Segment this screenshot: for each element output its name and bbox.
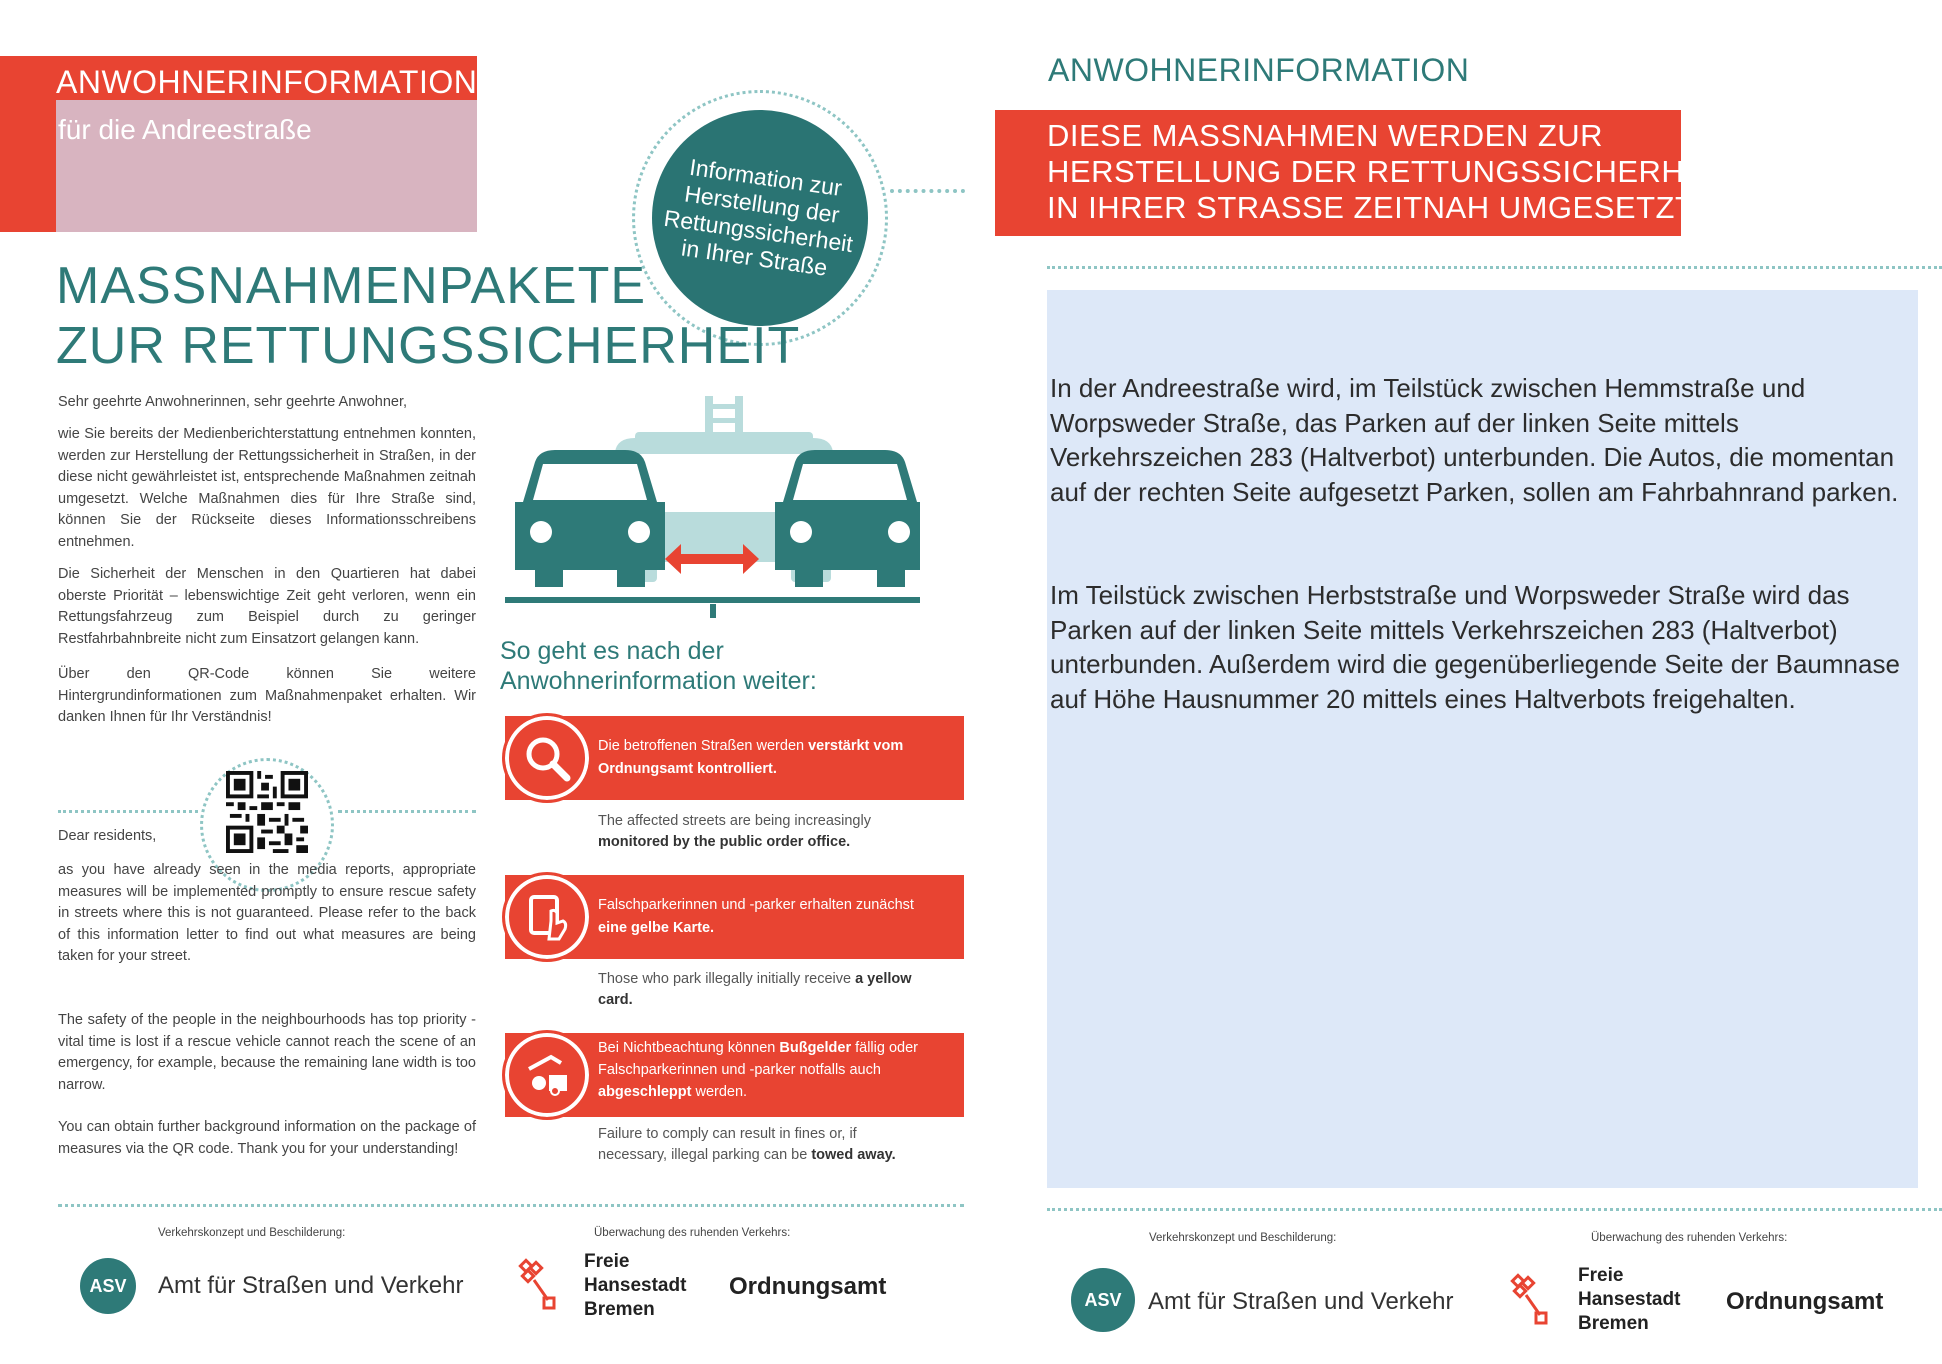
dotted-divider	[1047, 266, 1942, 269]
right-page-title: ANWOHNERINFORMATION	[1048, 52, 1470, 88]
badge-text: Information zur Herstellung der Rettungssicherheit in Ihrer Straße	[662, 153, 855, 281]
steps-heading	[500, 636, 817, 696]
asv-logo: ASV	[1071, 1268, 1135, 1332]
dotted-divider	[890, 189, 965, 193]
right-banner-text: DIESE MASSNAHMEN WERDEN ZUR HERSTELLUNG DER RETTUNGSSICHERHEIT IN IHRER STRASSE ZEITNAH UMGESETZT:	[1047, 118, 1735, 225]
footer-caption-left: Verkehrskonzept und Beschilderung:	[158, 1227, 346, 1239]
ordnungsamt-label: Ordnungsamt	[1726, 1288, 1884, 1315]
bremen-key-icon	[1508, 1270, 1554, 1332]
tow-truck-icon	[505, 1033, 589, 1117]
paragraph-en-1: as you have already seen in the media reports, appropriate measures will be implemented promptly to ensure rescue safety in streets where this is not guaranteed. Please refer to the back of this information letter to find out what measures are being taken for your street.	[58, 862, 476, 964]
measures-paragraph-2: Im Teilstück zwischen Herbststraße und Worpsweder Straße wird das Parken auf der linken Seite mittels Verkehrszeichen 283 (Haltverbot) unterbunden. Außerdem wird die gegenüberliegende Seite der Baumnase auf Höhe Hausnummer 20 mittels eines Haltverbots freigehalten.	[1050, 580, 1900, 714]
dotted-divider	[338, 810, 476, 813]
step-1-text: Die betroffenen Straßen werden verstärkt vom Ordnungsamt kontrolliert.	[598, 738, 904, 777]
paragraph-en-2: The safety of the people in the neighbourhoods has top priority - vital time is lost if a rescue vehicle cannot reach the scene of an emergency, for example, because the remaining lane width is too narrow.	[58, 1012, 476, 1093]
step-3-english: Failure to comply can result in fines or, if necessary, illegal parking can be towed away.	[598, 1126, 896, 1163]
footer-caption-left-right-page: Verkehrskonzept und Beschilderung:	[1149, 1232, 1337, 1244]
step-2-english: Those who park illegally initially receive a yellow card.	[598, 971, 912, 1008]
bremen-name: Freie Hansestadt Bremen	[1578, 1265, 1681, 1334]
steps-heading-line-1: So geht es nach der	[500, 637, 724, 665]
step-1-english: The affected streets are being increasingly monitored by the public order office.	[598, 813, 871, 850]
title-line-1: MASSNAHMENPAKETE	[56, 257, 647, 315]
header-title: ANWOHNERINFORMATION	[56, 64, 478, 100]
asv-name: Amt für Straßen und Verkehr	[158, 1272, 464, 1299]
dotted-divider	[1047, 1208, 1942, 1211]
asv-name: Amt für Straßen und Verkehr	[1148, 1288, 1454, 1315]
paragraph-en-3: You can obtain further background information on the package of measures via the QR code. Thank you for your understanding!	[58, 1119, 476, 1157]
paragraph-de-2: Die Sicherheit der Menschen in den Quartieren hat dabei oberste Priorität – lebenswichtige Zeit geht verloren, wenn ein Rettungsfahrzeug zum Beispiel durch zu geringer Restfahrbahnbreite nicht zum Einsatzort gelangen kann.	[58, 566, 476, 647]
search-icon	[505, 716, 589, 800]
rescue-vehicle-illustration	[505, 392, 920, 622]
header-subtitle: für die Andreestraße	[58, 114, 312, 145]
measures-paragraph-1: In der Andreestraße wird, im Teilstück zwischen Hemmstraße und Worpsweder Straße, das Parken auf der linken Seite mittels Verkehrszeichen 283 (Haltverbot) unterbunden. Die Autos, die momentan auf der rechten Seite aufgesetzt Parken, sollen am Fahrbahnrand parken.	[1050, 373, 1899, 507]
footer-caption-right-right-page: Überwachung des ruhenden Verkehrs:	[1591, 1232, 1788, 1244]
greeting-en: Dear residents,	[58, 828, 157, 844]
dotted-divider	[58, 810, 198, 813]
step-3-text: Bei Nichtbeachtung können Bußgelder fällig oder Falschparkerinnen und -parker notfalls auch abgeschleppt werden.	[598, 1040, 918, 1100]
paragraph-de-3: Über den QR-Code können Sie weitere Hintergrundinformationen zum Maßnahmenpaket erhalten. Wir danken Ihnen für Ihr Verständnis!	[58, 666, 476, 725]
greeting-de: Sehr geehrte Anwohnerinnen, sehr geehrte Anwohner,	[58, 394, 408, 410]
bremen-key-icon	[516, 1258, 562, 1314]
step-2-text: Falschparkerinnen und -parker erhalten zunächst eine gelbe Karte.	[598, 897, 914, 936]
steps-heading-line-2: Anwohnerinformation weiter:	[500, 667, 817, 695]
footer-caption-right: Überwachung des ruhenden Verkehrs:	[594, 1227, 791, 1239]
asv-logo: ASV	[80, 1258, 136, 1314]
paragraph-de-1: wie Sie bereits der Medienberichterstattung entnehmen konnten, werden zur Herstellung der Rettungssicherheit in Straßen, in der diese nicht gewährleistet ist, entsprechende Maßnahmen zeitnah umgesetzt. Welche Maßnahmen dies für Ihre Straße sind, können Sie der Rückseite dieses Informationsschreibens entnehmen.	[58, 426, 476, 550]
page-title	[56, 256, 800, 376]
yellow-card-icon	[505, 875, 589, 959]
dotted-divider	[58, 1204, 964, 1207]
title-line-2: ZUR RETTUNGSSICHERHEIT	[56, 317, 801, 375]
bremen-name: Freie Hansestadt Bremen	[584, 1251, 687, 1320]
ordnungsamt-label: Ordnungsamt	[729, 1273, 887, 1300]
